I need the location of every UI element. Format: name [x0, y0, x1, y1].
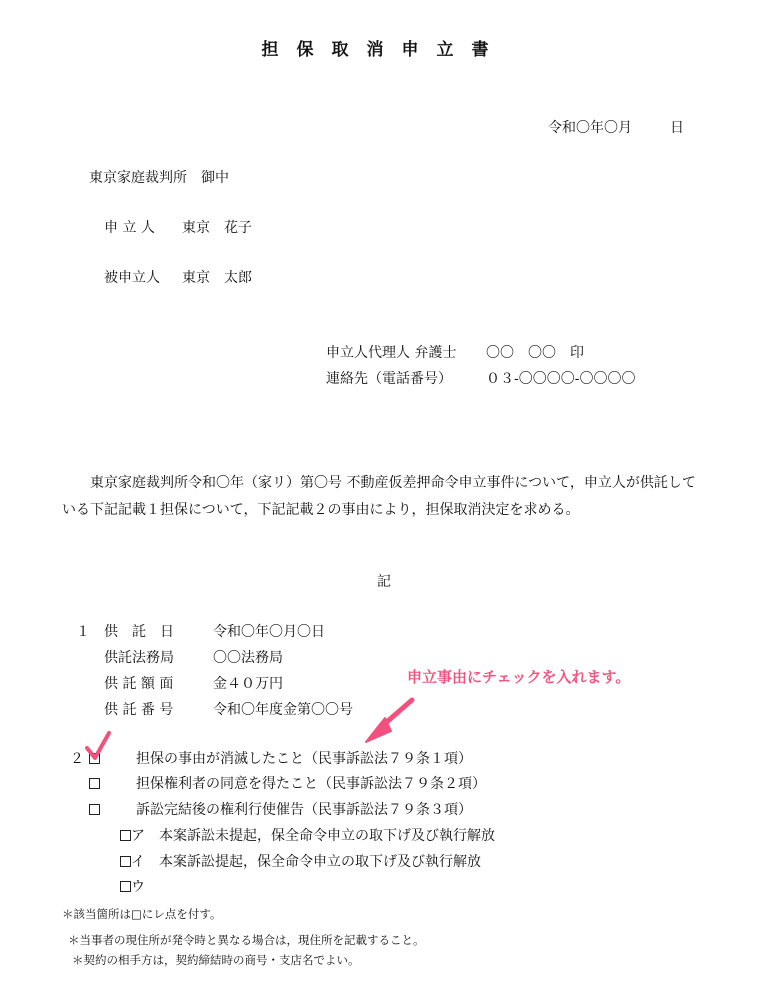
contact-value: ０３‐〇〇〇〇‐〇〇〇〇 [486, 371, 636, 387]
option-2-text: 担保権利者の同意を得たこと（民事訴訟法７９条２項） [136, 776, 486, 792]
agent-name: 〇〇 〇〇 印 [486, 345, 584, 361]
respondent-label: 被申立人 [104, 270, 160, 286]
sub-option-i-label: イ [131, 854, 145, 870]
deposit-office-value: 〇〇法務局 [213, 650, 283, 666]
deposit-number-label: 供 託 番 号 [104, 702, 174, 718]
sub-option-a-text: 本案訴訟未提起，保全命令申立の取下げ及び執行解放 [159, 828, 495, 844]
option-3-text: 訴訟完結後の権利行使催告（民事訴訟法７９条３項） [136, 802, 472, 818]
sub-option-a-label: ア [131, 828, 145, 844]
deposit-amount-value: 金４０万円 [213, 676, 283, 692]
deposit-office-label: 供託法務局 [104, 650, 174, 666]
note-1: ＊該当箇所は□にレ点を付す。 [62, 907, 222, 921]
applicant-label: 申 立 人 [104, 220, 155, 236]
respondent-name: 東京 太郎 [182, 270, 252, 286]
deposit-amount-label: 供 託 額 面 [104, 676, 174, 692]
sub-option-u-label: ウ [131, 879, 145, 895]
annotation-text: 申立事由にチェックを入れます。 [407, 668, 631, 686]
date-day: 日 [670, 120, 684, 136]
arrow-icon [366, 700, 412, 742]
checkmark-icon [87, 733, 109, 758]
deposit-date-label: 供 託 日 [104, 624, 174, 640]
date-main: 令和〇年〇月 [548, 120, 632, 136]
deposit-number-value: 令和〇年度金第〇〇号 [213, 702, 353, 718]
option-1-text: 担保の事由が消滅したこと（民事訴訟法７９条１項） [136, 751, 472, 767]
deposit-date-value: 令和〇年〇月〇日 [213, 624, 325, 640]
ki-heading: 記 [377, 574, 391, 590]
note-2: ＊当事者の現住所が発令時と異なる場合は，現住所を記載すること。 [68, 933, 425, 947]
request-body: 東京家庭裁判所令和〇年（家リ）第〇号 不動産仮差押命令申立事件について，申立人が供託している下記記載１担保について，下記記載２の事由により，担保取消決定を求める。 [62, 475, 696, 518]
sub-option-i-text: 本案訴訟提起，保全命令申立の取下げ及び執行解放 [159, 854, 481, 870]
note-3: ＊契約の相手方は，契約締結時の商号・支店名でよい。 [72, 953, 360, 967]
agent-label: 申立人代理人 弁護士 [326, 345, 457, 361]
section1-number: １ [76, 624, 90, 640]
document-title: 担保取消申立書 [261, 40, 507, 60]
applicant-name: 東京 花子 [182, 220, 252, 236]
contact-label: 連絡先（電話番号） [326, 371, 452, 387]
court-addressee: 東京家庭裁判所 御中 [89, 170, 229, 186]
section2-number: ２ [70, 751, 84, 767]
